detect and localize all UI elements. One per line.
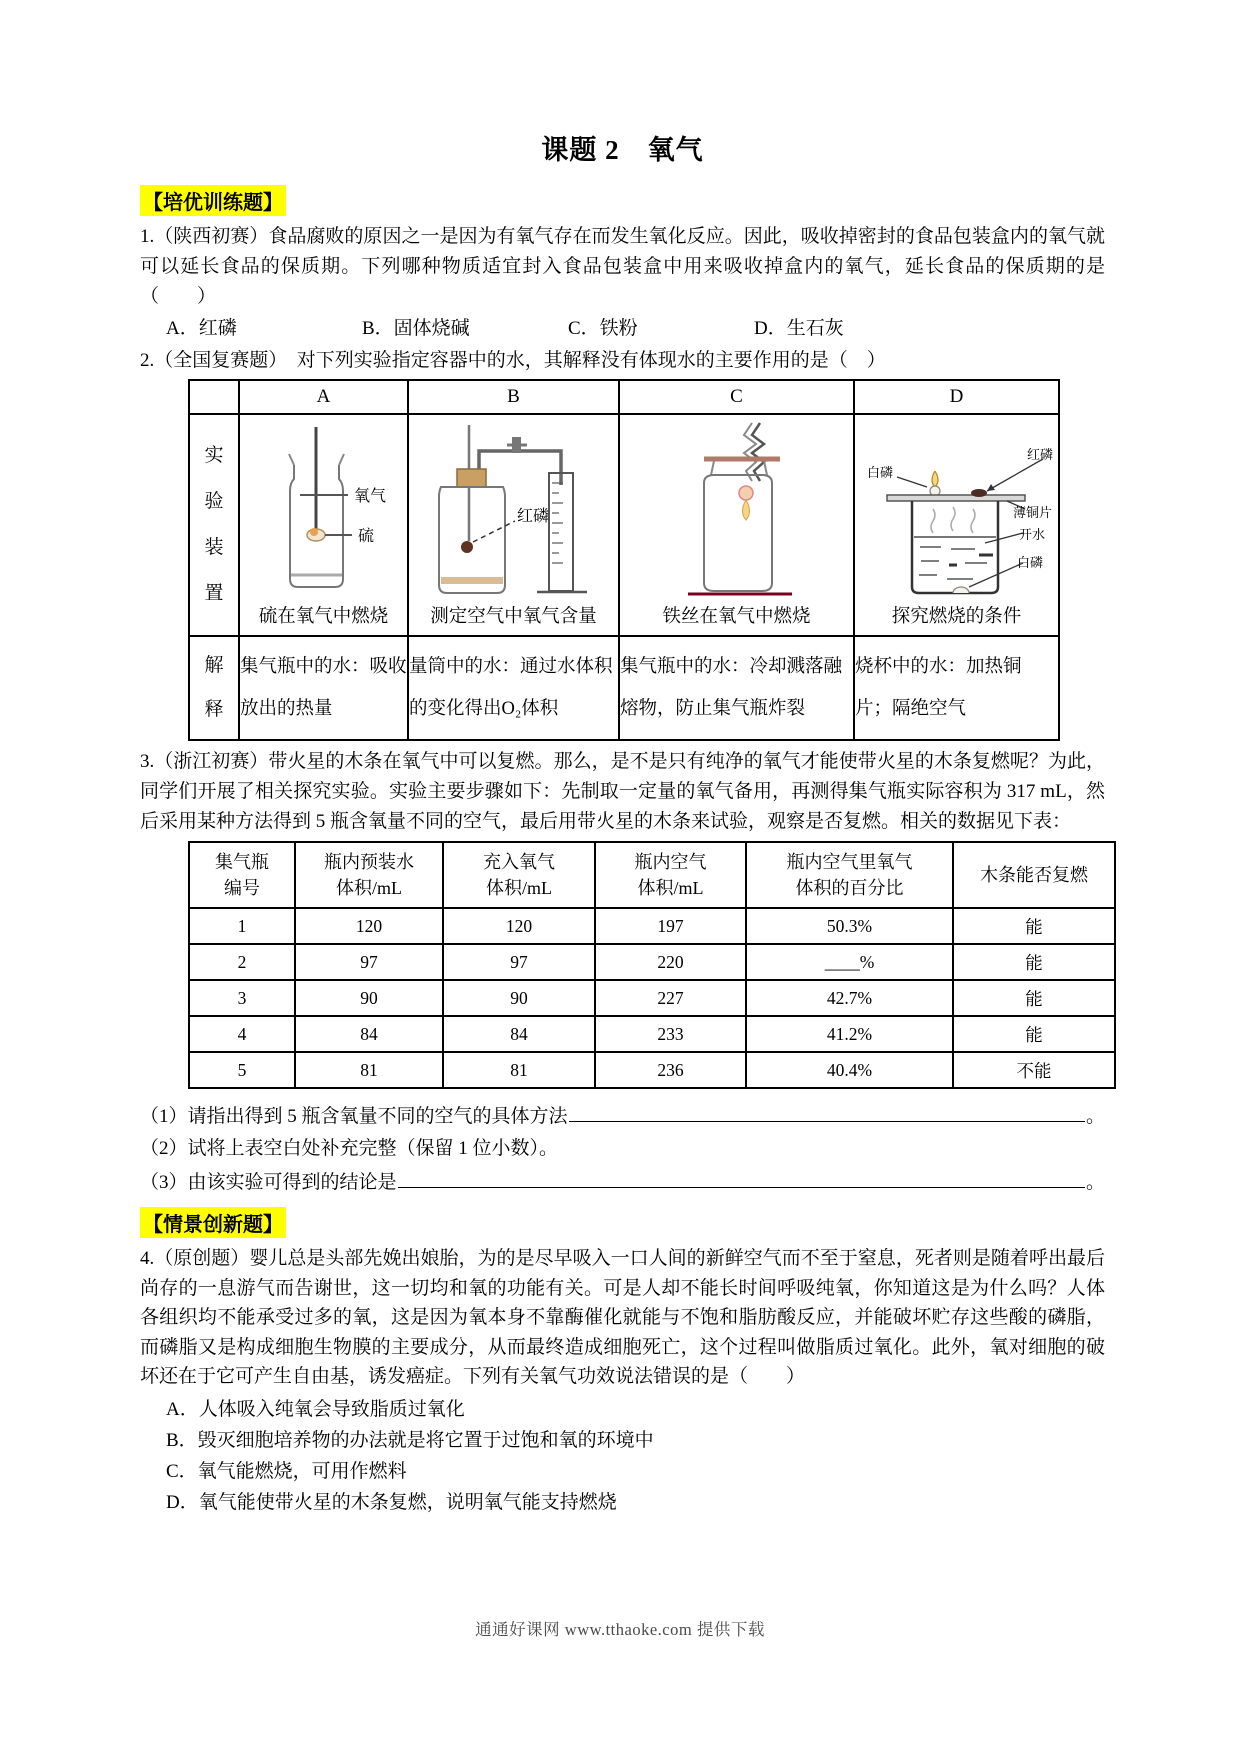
table-row (189, 980, 1115, 1016)
answer-blank (569, 1099, 1085, 1122)
header-relight: 木条能否复燃 (953, 842, 1115, 908)
subquestion-1: （1）请指出得到 5 瓶含氧量不同的空气的具体方法 。 (140, 1099, 1105, 1133)
cell-blank-percentage: ____% (746, 944, 953, 980)
q4-option-a: A．人体吸入纯氧会导致脂质过氧化 (166, 1398, 465, 1420)
cell: 227 (595, 980, 746, 1016)
q1-option-d: D．生石灰 (754, 318, 844, 339)
device-cell-a (239, 414, 408, 636)
caption-d: 探究燃烧的条件 (891, 607, 1022, 627)
cell: 84 (443, 1016, 595, 1052)
cell: 50.3% (746, 908, 953, 944)
table-row (189, 1052, 1115, 1088)
table-row (189, 944, 1115, 980)
label-white-phosphorus-top: 白磷 (867, 465, 894, 480)
cell: 3 (189, 980, 295, 1016)
cell: 2 (189, 944, 295, 980)
cell: 能 (953, 980, 1115, 1016)
header-bottle-number: 集气瓶 编号 (189, 842, 295, 908)
col-header-b: B (408, 380, 619, 414)
device-cell-c (619, 414, 854, 636)
section-heading-wrap (140, 183, 1105, 222)
label-oxygen: 氧气 (353, 488, 386, 505)
table-row (189, 1016, 1115, 1052)
section1-heading: 【培优训练题】 (140, 185, 286, 216)
q1-option-a: A．红磷 (166, 318, 237, 339)
oxygen-data-table (188, 841, 1116, 1089)
subquestion-3: （3）由该实验可得到的结论是 。 (140, 1165, 1105, 1199)
cell: 120 (443, 908, 595, 944)
cell: 不能 (953, 1052, 1115, 1088)
explanation-b: 量筒中的水：通过水体积的变化得出O₂体积 (408, 636, 619, 740)
caption-c: 铁丝在氧气中燃烧 (662, 607, 811, 627)
question-3-text: 3.（浙江初赛）带火星的木条在氧气中可以复燃。那么，是不是只有纯净的氧气才能使带火星的木条复燃呢？为此，同学们开展了相关探究实验。实验主要步骤如下：先制取一定量的氧气备用，再测得集气瓶实际容积为 317 mL，然后采用某种方法得到 5 瓶含氧量不同的空气，最后用带火星的木条来试验，观察是否复燃。相关的数据见下表： (140, 751, 1105, 832)
device-cell-b (408, 414, 619, 636)
table-row (189, 908, 1115, 944)
answer-blank (398, 1165, 1085, 1188)
cell: 81 (295, 1052, 443, 1088)
row-header-device: 实验装置 (189, 414, 239, 636)
header-oxygen-percentage: 瓶内空气里氧气 体积的百分比 (746, 842, 953, 908)
cell: 120 (295, 908, 443, 944)
section-heading-wrap-2 (140, 1205, 1105, 1244)
header-air-volume: 瓶内空气 体积/mL (595, 842, 746, 908)
experiment-explanation-row (189, 636, 1059, 740)
q1-option-b: B．固体烧碱 (362, 318, 470, 339)
cell: 能 (953, 908, 1115, 944)
section2-heading: 【情景创新题】 (140, 1207, 286, 1238)
cell: 41.2% (746, 1016, 953, 1052)
oxygen-content-measurement-diagram (411, 421, 616, 603)
header-prefilled-water: 瓶内预装水 体积/mL (295, 842, 443, 908)
experiment-table-header-row (189, 380, 1059, 414)
cell: 90 (443, 980, 595, 1016)
cell: 40.4% (746, 1052, 953, 1088)
sulfur-in-oxygen-diagram (244, 421, 404, 603)
cell: 能 (953, 1016, 1115, 1052)
header-oxygen-added: 充入氧气 体积/mL (443, 842, 595, 908)
question-4-text: 4.（原创题）婴儿总是头部先娩出娘胎，为的是尽早吸入一口人间的新鲜空气而不至于窒息，死者则是随着呼出最后尚存的一息游气而告谢世，这一切均和氧的功能有关。可是人却不能长时间呼吸纯氧，你知道这是为什么吗？人体各组织均不能承受过多的氧，这是因为氧本身不靠酶催化就能与不饱和脂肪酸反应，并能破坏贮存这些酸的磷脂，而磷脂又是构成细胞生物膜的主要成分，从而最终造成细胞死亡，这个过程叫做脂质过氧化。此外，氧对细胞的破坏还在于它可产生自由基，诱发癌症。下列有关氧气功效说法错误的是（ ） (140, 1248, 1105, 1387)
cell: 42.7% (746, 980, 953, 1016)
label-copper-sheet: 薄铜片 (1013, 505, 1053, 520)
question-1-options (140, 314, 1105, 344)
cell: 81 (443, 1052, 595, 1088)
label-white-phosphorus-bottom: 白磷 (1017, 555, 1044, 570)
cell: 233 (595, 1016, 746, 1052)
col-header-c: C (619, 380, 854, 414)
question-1-text: 1.（陕西初赛）食品腐败的原因之一是因为有氧气存在而发生氧化反应。因此，吸收掉密封的食品包装盒内的氧气就可以延长食品的保质期。下列哪种物质适宜封入食品包装盒中用来吸收掉盒内的氧气，延长食品的保质期的是（ ） (140, 226, 1105, 307)
combustion-conditions-diagram (857, 421, 1056, 603)
cell: 5 (189, 1052, 295, 1088)
label-red-phosphorus-d: 红磷 (1027, 447, 1054, 462)
caption-b: 测定空气中氧气含量 (430, 607, 597, 627)
cell: 197 (595, 908, 746, 944)
page-title: 课题 2 氧气 (541, 135, 704, 165)
iron-wire-burning-diagram (624, 421, 849, 603)
cell: 90 (295, 980, 443, 1016)
cell: 97 (443, 944, 595, 980)
caption-a: 硫在氧气中燃烧 (258, 607, 389, 627)
label-sulfur: 硫 (357, 528, 374, 545)
worksheet-content (140, 128, 1105, 1518)
cell: 能 (953, 944, 1115, 980)
experiment-table (188, 379, 1060, 741)
explanation-d: 烧杯中的水：加热铜片；隔绝空气 (854, 636, 1059, 740)
cell: 220 (595, 944, 746, 980)
explanation-a: 集气瓶中的水：吸收放出的热量 (239, 636, 408, 740)
cell: 4 (189, 1016, 295, 1052)
corner-cell (189, 380, 239, 414)
explanation-c: 集气瓶中的水：冷却溅落融熔物，防止集气瓶炸裂 (619, 636, 854, 740)
device-cell-d (854, 414, 1059, 636)
label-red-phosphorus-b: 红磷 (517, 508, 550, 525)
q4-option-d: D．氧气能使带火星的木条复燃，说明氧气能支持燃烧 (166, 1491, 617, 1513)
cell: 84 (295, 1016, 443, 1052)
cell: 236 (595, 1052, 746, 1088)
col-header-d: D (854, 380, 1059, 414)
experiment-device-row (189, 414, 1059, 636)
data-table-header-row (189, 842, 1115, 908)
q4-option-c: C．氧气能燃烧，可用作燃料 (166, 1460, 407, 1482)
footer-text: 通通好课网 www.tthaoke.com 提供下载 (475, 1620, 765, 1639)
subquestion-2: （2）试将上表空白处补充完整（保留 1 位小数）。 (140, 1138, 559, 1159)
col-header-a: A (239, 380, 408, 414)
q1-option-c: C．铁粉 (568, 318, 638, 339)
row-header-explanation: 解释 (189, 636, 239, 740)
label-hot-water: 开水 (1019, 527, 1046, 542)
q4-option-b: B．毁灭细胞培养物的办法就是将它置于过饱和氧的环境中 (166, 1429, 654, 1451)
cell: 1 (189, 908, 295, 944)
question-2-text: 2.（全国复赛题） 对下列实验指定容器中的水，其解释没有体现水的主要作用的是（ ） (140, 350, 886, 371)
cell: 97 (295, 944, 443, 980)
